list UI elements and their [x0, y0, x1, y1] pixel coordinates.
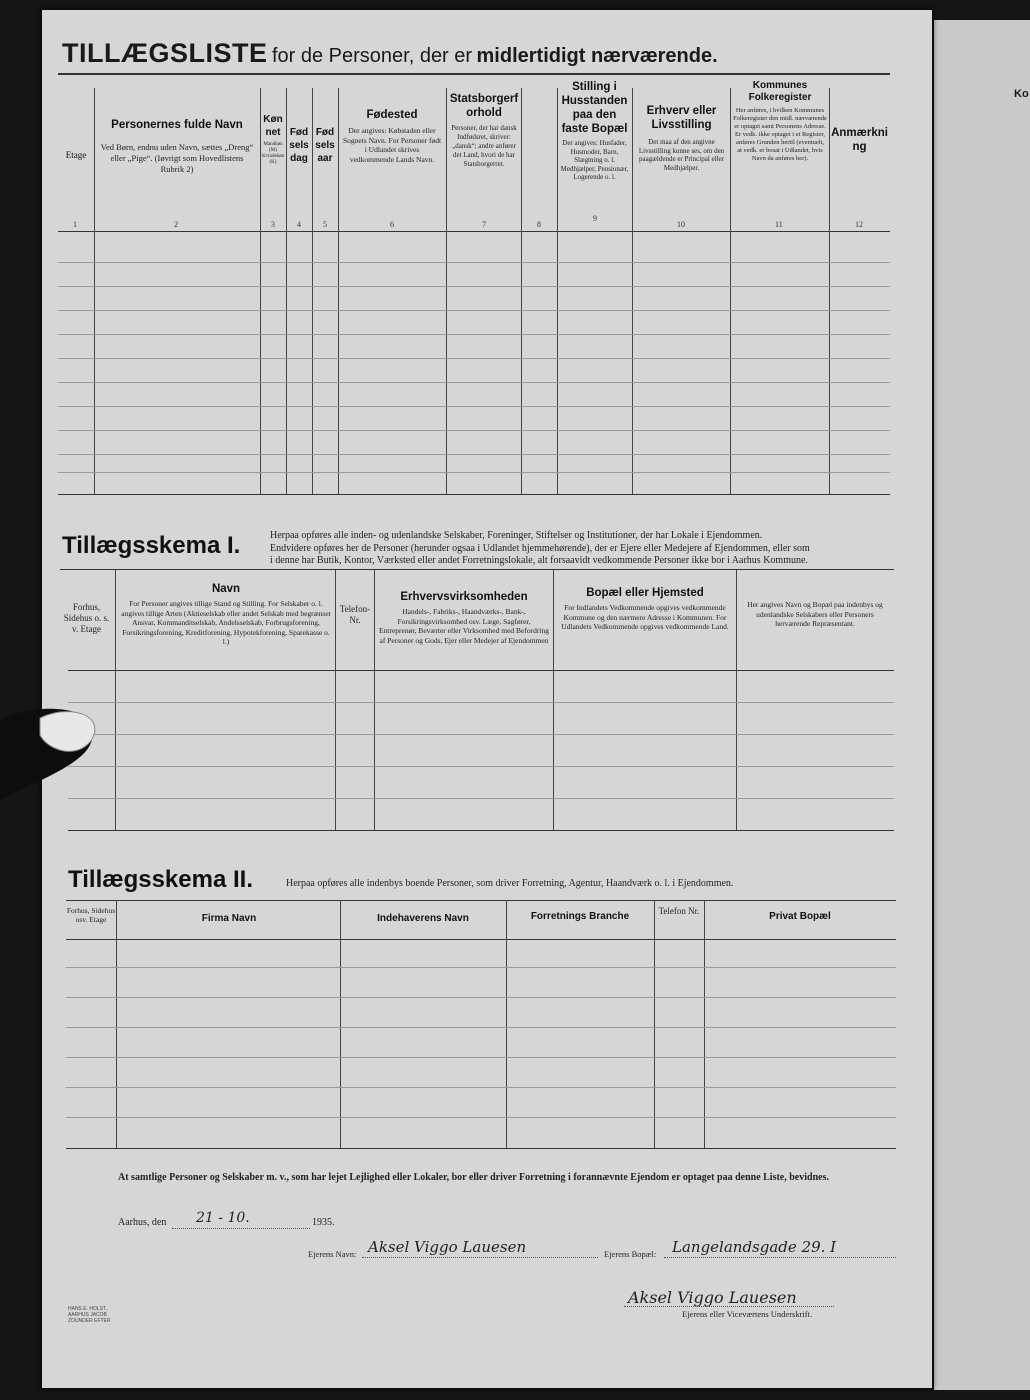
table-row — [66, 1087, 896, 1088]
skema2-header-branch: Forretnings Branche — [530, 911, 630, 922]
skema2-header-address: Privat Bopæl — [769, 911, 831, 922]
col-number: 11 — [775, 220, 783, 229]
main-col-divider — [260, 88, 261, 494]
skema2-col-divider — [116, 900, 117, 1148]
skema1-header-rule — [68, 670, 894, 671]
col-number: 6 — [390, 220, 394, 229]
table-row — [66, 1027, 896, 1028]
owner-address-handwritten: Langelandsgade 29. I — [672, 1238, 837, 1256]
table-row — [68, 702, 894, 703]
owner-name-label: Ejerens Navn: — [308, 1249, 357, 1259]
table-row — [66, 997, 896, 998]
skema2-bottom-rule — [66, 1148, 896, 1149]
table-row — [68, 734, 894, 735]
skema1-header-representative: Her angives Navn og Bopæl paa indenbys og udenlandske Selskabers eller Personers herværende Repræsentant. — [747, 600, 883, 628]
year-label: 1935. — [312, 1217, 335, 1228]
col-number: 10 — [677, 220, 685, 229]
owner-name-handwritten: Aksel Viggo Lauesen — [368, 1238, 527, 1256]
col-header-occupation: Erhverv eller Livsstilling Det maa af den angivne Livsstilling kunne ses, om den paagældende er Principal eller Medhjælper. — [638, 105, 725, 172]
skema1-header-floor: Forhus, Sidehus o. s. v. Etage — [63, 602, 110, 634]
main-table-header-rule — [58, 231, 890, 232]
main-title-big: TILLÆGSLISTE — [62, 38, 268, 68]
col-number: 9 — [593, 214, 597, 223]
date-handwritten: 21 - 10. — [196, 1210, 250, 1226]
skema1-top-rule — [60, 569, 894, 570]
main-title — [62, 38, 852, 69]
skema1-col-divider — [335, 570, 336, 830]
col-header-gender: Kønnet Mandkøn (M) Kvindekøn (K) — [262, 114, 285, 165]
skema2-header-owner: Indehaverens Navn — [377, 913, 469, 924]
signature-line — [624, 1306, 834, 1307]
owner-name-line — [362, 1257, 598, 1258]
skema1-bottom-rule — [68, 830, 894, 831]
table-row — [58, 454, 890, 455]
table-row — [66, 1117, 896, 1118]
skema2-header-floor: Forhus, Sidehus osv. Etage — [66, 906, 116, 924]
table-row — [58, 430, 890, 431]
skema2-top-rule — [66, 900, 896, 901]
date-line — [172, 1228, 310, 1229]
main-col-divider — [521, 88, 522, 494]
skema2-col-divider — [340, 900, 341, 1148]
signature-label: Ejerens eller Viceværtens Underskrift. — [682, 1309, 813, 1319]
skema1-col-divider — [553, 570, 554, 830]
skema2-title: Tillægsskema II. — [68, 866, 253, 893]
skema2-col-divider — [506, 900, 507, 1148]
main-col-divider — [730, 88, 731, 494]
main-col-divider — [632, 88, 633, 494]
skema1-col-divider — [736, 570, 737, 830]
owner-address-label: Ejerens Bopæl: — [604, 1249, 657, 1259]
table-row — [66, 1057, 896, 1058]
thumb-image — [0, 690, 100, 820]
owner-address-line — [664, 1257, 896, 1258]
skema2-col-divider — [704, 900, 705, 1148]
col-number: 2 — [174, 220, 178, 229]
main-col-divider — [446, 88, 447, 494]
col-header-citizenship: Statsborgerforhold Personer, der har dansk Indfødsret, skriver: „dansk“; andre anfører det Land, hvori de har Statsborgerret. — [449, 93, 519, 168]
skema2-col-divider — [654, 900, 655, 1148]
adjacent-page — [934, 20, 1030, 1390]
col-number: 1 — [73, 220, 77, 229]
table-row — [58, 406, 890, 407]
main-title-bold: midlertidigt nærværende. — [476, 45, 718, 67]
col-header-etage: Etage — [65, 150, 87, 160]
col-header-household: Stilling i Husstanden paa den faste Bopæl Der angives: Husfader, Husmoder, Barn, Slægtning o. l. Medhjælper, Pensionær, Logerende o. l. — [560, 81, 629, 181]
skema1-description: Herpaa opføres alle inden- og udenlandske Selskaber, Foreninger, Stiftelser og Institutioner, der har Lokale i Ejendommen. Endvidere opføres her de Personer (herunder ogsaa i Udlandet hjemmehørende), der er Ejere eller Medejere af Ejendommen, eller som i denne har Butik, Kontor, Værksted eller andet Forretningslokale, alt forsaavidt vedkommende Personer ikke bor i Aarhus Kommune. — [270, 530, 810, 566]
signature-handwritten: Aksel Viggo Lauesen — [628, 1288, 797, 1307]
skema2-header-firm: Firma Navn — [201, 913, 257, 924]
col-header-name: Personernes fulde Navn Ved Børn, endnu uden Navn, sættes „Dreng“ eller „Pige“. (Iøvrigt som Hovedlistens Rubrik 2) — [100, 119, 254, 174]
skema1-title: Tillægsskema I. — [62, 532, 241, 559]
table-row — [68, 766, 894, 767]
col-number: 12 — [855, 220, 863, 229]
main-col-divider — [829, 88, 830, 494]
table-row — [58, 334, 890, 335]
col-number: 7 — [482, 220, 486, 229]
skema1-col-divider — [115, 570, 116, 830]
col-number: 8 — [537, 220, 541, 229]
table-row — [58, 262, 890, 263]
skema1-header-business: Erhvervsvirksomheden Handels-, Fabriks-, Haandværks-, Bank-, Forsikringsvirksomhed osv. Læge, Sagfører, Entreprenør, Beværter eller Virksomhed med Befordring af Personer og Gods, Ejer eller Medejer af Ejendommen — [379, 591, 549, 645]
main-table-bottom-rule — [58, 494, 890, 495]
printer-imprint: HANS E. HOLST, AARHUS JACOB ZOUNDER EFTER — [68, 1306, 111, 1324]
table-row — [58, 472, 890, 473]
table-row — [58, 310, 890, 311]
main-col-divider — [338, 88, 339, 494]
main-col-divider — [286, 88, 287, 494]
skema1-col-divider — [374, 570, 375, 830]
table-row — [68, 798, 894, 799]
adjacent-page-label: Ko — [1014, 88, 1029, 100]
skema2-header-rule — [66, 939, 896, 940]
main-col-divider — [312, 88, 313, 494]
col-header-remarks: Anmærkning — [831, 127, 888, 153]
col-number: 3 — [271, 220, 275, 229]
col-header-birthplace: Fødested Der angives: Købstaden eller Sognets Navn. For Personer født i Udlandet skrives vedkommende Lands Navn. — [342, 109, 442, 164]
col-header-registry: Kommunes Folkeregister Her anføres, i hvilken Kommunes Folkeregister den midl. nærværende er optaget samt Personens Adresse. Er vedk. ikke optaget i et Register, anføres Grunden hertil (eventuelt, at vedk. er bosat i Udlandet, hvis Navn da anføres her). — [733, 80, 827, 162]
skema2-header-phone: Telefon Nr. — [658, 906, 700, 916]
main-col-divider — [557, 88, 558, 494]
table-row — [58, 358, 890, 359]
table-row — [58, 382, 890, 383]
skema1-header-name: Navn For Personer angives tillige Stand og Stilling. For Selskaber o. l. angives tillige Arten (Aktieselskab eller andet Selskab med begrænset Ansvar, Kommanditselskab, Andelsselskab, Forbrugsforening, Forsikringsforening, Kreditforening, Hypotekforening, Sparekasse o. l.) — [121, 583, 331, 646]
main-title-mid: for de Personer, der er — [271, 45, 473, 67]
col-number: 4 — [297, 220, 301, 229]
main-col-divider — [94, 88, 95, 494]
skema1-header-phone: Telefon-Nr. — [339, 604, 371, 625]
col-number: 5 — [323, 220, 327, 229]
col-header-birthday: Fødselsdag — [289, 127, 309, 164]
table-row — [58, 286, 890, 287]
table-row — [66, 967, 896, 968]
place-label: Aarhus, den — [118, 1217, 167, 1228]
skema2-description: Herpaa opføres alle indenbys boende Personer, som driver Forretning, Agentur, Haandværk o. l. i Ejendommen. — [286, 878, 734, 889]
main-table-top-rule — [58, 73, 890, 75]
attestation-text: At samtlige Personer og Selskaber m. v., som har lejet Lejlighed eller Lokaler, bor eller driver Forretning i forannævnte Ejendom er optaget paa denne Liste, bevidnes. — [118, 1172, 829, 1183]
skema1-header-residence: Bopæl eller Hjemsted For Indlandets Vedkommende opgives vedkommende Kommune og den nærmere Adresse i Kommunen. For Udlandets Vedkommende opgives vedkommende Land. — [561, 587, 729, 631]
col-header-birthyear: Fødselsaar — [315, 127, 335, 164]
